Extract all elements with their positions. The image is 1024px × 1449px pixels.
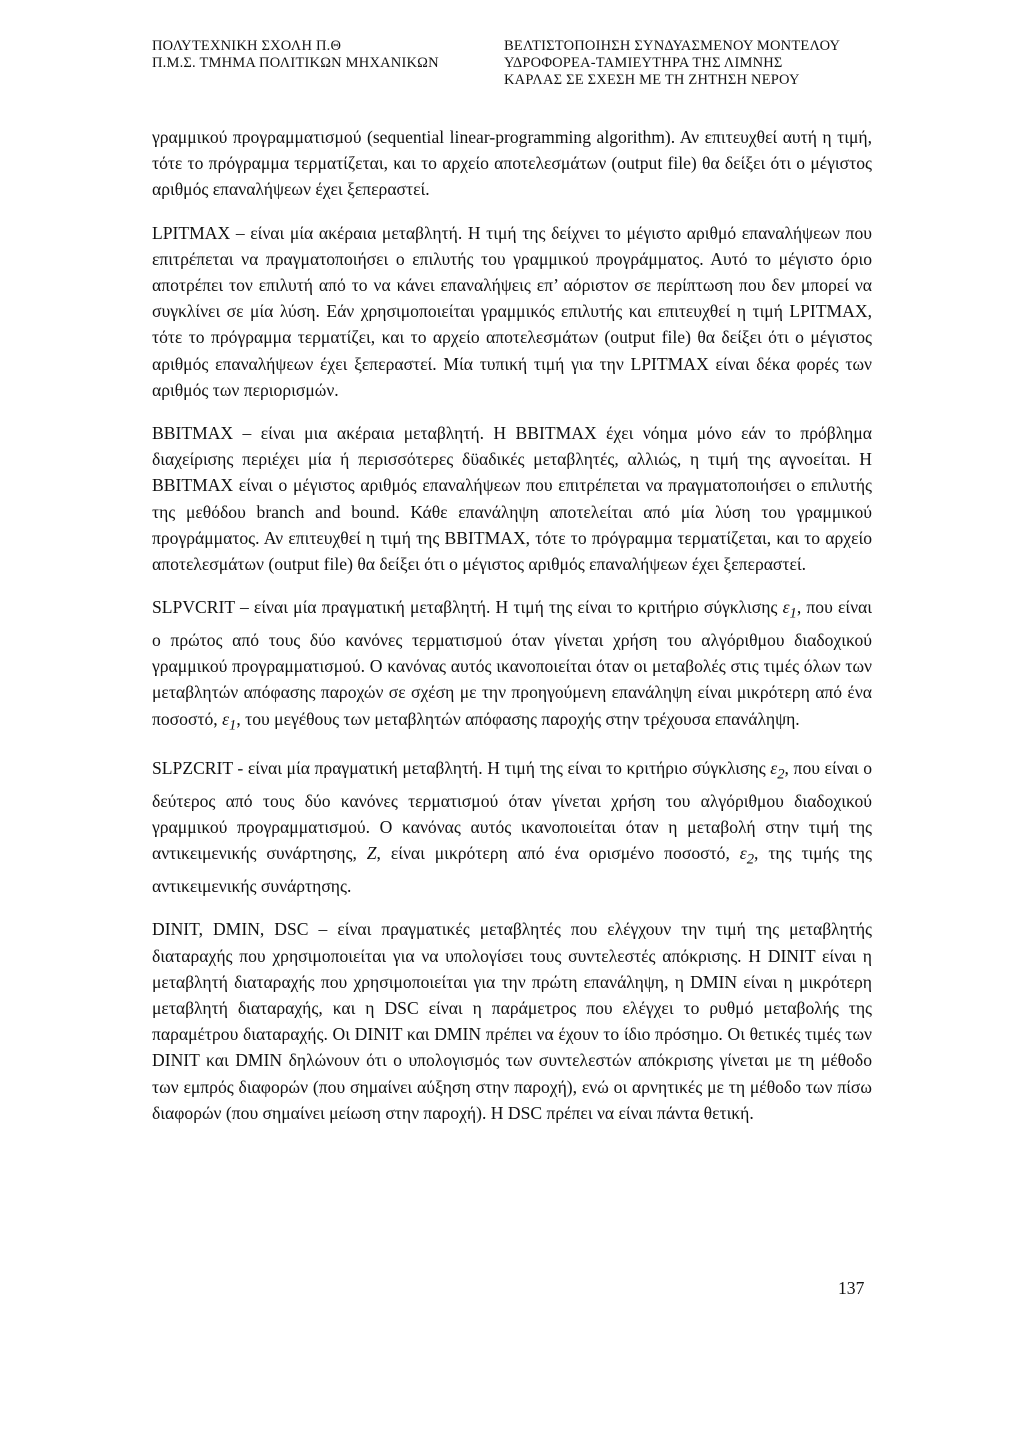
epsilon-subscript: 2 <box>777 766 785 783</box>
header-title-line1: ΒΕΛΤΙΣΤΟΠΟΙΗΣΗ ΣΥΝΔΥΑΣΜΕΝΟΥ ΜΟΝΤΕΛΟΥ <box>504 38 841 54</box>
paragraph-slpvcrit <box>152 594 872 738</box>
epsilon-symbol: ε <box>739 843 747 864</box>
epsilon-subscript: 1 <box>229 717 237 734</box>
epsilon-symbol: ε <box>782 597 790 618</box>
header-school: ΠΟΛΥΤΕΧΝΙΚΗ ΣΧΟΛΗ Π.Θ <box>152 38 342 54</box>
paragraph-bbitmax: BBITMAX – είναι μια ακέραια μεταβλητή. Η BBITMAX έχει νόημα μόνο εάν το πρόβλημα διαχείρισης περιέχει μία ή περισσότερες δϋαδικές μεταβλητές, αλλιώς, η τιμή της αγνοείται. Η BBITMAX είναι ο μέγιστος αριθμός επαναλήψεων που επιτρέπεται να πραγματοποιήσει ο επιλυτής της μεθόδου branch and bound. Κάθε επανάληψη αποτελείται από μία λύση του γραμμικού προγράμματος. Αν επιτευχθεί η τιμή της BBITMAX, τότε το πρόγραμμα τερματίζεται, και το αρχείο αποτελεσμάτων (output file) θα δείξει ότι ο μέγιστος αριθμός επαναλήψεων έχει ξεπεραστεί. <box>152 423 872 575</box>
header-right <box>504 38 840 89</box>
epsilon-subscript: 2 <box>746 851 755 868</box>
text-run: SLPVCRIT – είναι μία πραγματική μεταβλητή. Η τιμή της είναι το κριτήριο σύγκλισης <box>152 597 783 618</box>
text-run: , που είναι ο πρώτος από τους δύο κανόνες τερματισμού όταν γίνεται χρήση του αλγόριθμου διαδοχικού γραμμικού προγραμματισμού. Ο κανόνας αυτός ικανοποιείται όταν οι μεταβολές στις τιμές όλων των μεταβλητών απόφασης παροχών σε σχέση με την προηγούμενη επανάληψη είναι μικρότερη από ένα ποσοστό, <box>152 597 873 729</box>
paragraph-slpzcrit <box>152 755 872 899</box>
text-run: , που είναι ο δεύτερος από τους δύο κανόνες τερματισμού όταν γίνεται χρήση του αλγόριθμου διαδοχικού γραμμικού προγραμματισμού. Ο κανόνας αυτός ικανοποιείται όταν η μεταβολή στην τιμή της αντικειμενικής συνάρτησης, <box>152 758 872 864</box>
page-number: 137 <box>838 1278 865 1298</box>
text-run: , της τιμής της αντικειμενικής συνάρτησης. <box>152 843 872 897</box>
header-left <box>152 38 439 72</box>
document-body <box>152 124 872 1143</box>
paragraph-lpitmax: LPITMAX – είναι μία ακέραια μεταβλητή. Η τιμή της δείχνει το μέγιστο αριθμό επαναλήψεων που επιτρέπεται να πραγματοποιήσει ο επιλυτής του γραμμικού προγράμματος. Αυτό το μέγιστο όριο αποτρέπει τον επιλυτή από το να κάνει επαναλήψεις επ’ αόριστον σε περίπτωση που δεν μπορεί να συγκλίνει σε μία λύση. Εάν χρησιμοποιείται γραμμικός επιλυτής και επιτευχθεί η τιμή LPITMAX, τότε το πρόγραμμα τερματίζει, και το αρχείο αποτελεσμάτων (output file) θα δείξει ότι ο μέγιστος αριθμός επαναλήψεων έχει ξεπεραστεί. Μία τυπική τιμή για την LPITMAX είναι δέκα φορές των αριθμός των περιορισμών. <box>152 222 872 400</box>
epsilon-symbol: ε <box>770 758 778 779</box>
text-run: , είναι μικρότερη από ένα ορισμένο ποσοστό, <box>376 843 740 864</box>
header-department: Π.Μ.Σ. ΤΜΗΜΑ ΠΟΛΙΤΙΚΩΝ ΜΗΧΑΝΙΚΩΝ <box>152 55 439 71</box>
paragraph-dinit-dmin-dsc: DINIT, DMIN, DSC – είναι πραγματικές μεταβλητές που ελέγχουν την τιμή της μεταβλητής διαταραχής που χρησιμοποιείται για να υπολογίσει τους συντελεστές απόκρισης. Η DINIT είναι η μεταβλητή διαταραχής που χρησιμοποιείται για την πρώτη επανάληψη, η DMIN είναι η μικρότερη μεταβλητή διαταραχής, και η DSC είναι η παράμετρος που ελέγχει το ρυθμό μεταβολής της παραμέτρου διαταραχής. Οι DINIT και DMIN πρέπει να έχουν το ίδιο πρόσημο. Οι θετικές τιμές των DINIT και DMIN δηλώνουν ότι ο υπολογισμός των συντελεστών απόκρισης γίνεται με τη μέθοδο των εμπρός διαφορών (που σημαίνει αύξηση στην παροχή), ενώ οι αρνητικές με τη μέθοδο των πίσω διαφορών (που σημαίνει μείωση στην παροχή). Η DSC πρέπει να είναι πάντα θετική. <box>152 919 872 1123</box>
epsilon-subscript: 1 <box>789 605 797 622</box>
header-title-line3: ΚΑΡΛΑΣ ΣΕ ΣΧΕΣΗ ΜΕ ΤΗ ΖΗΤΗΣΗ ΝΕΡΟΥ <box>504 72 800 88</box>
header-title-line2: ΥΔΡΟΦΟΡΕΑ-ΤΑΜΙΕΥΤΗΡΑ ΤΗΣ ΛΙΜΝΗΣ <box>504 55 783 71</box>
objective-symbol: Ζ <box>366 843 377 864</box>
epsilon-symbol: ε <box>222 708 230 729</box>
text-run: , του μεγέθους των μεταβλητών απόφασης παροχής στην τρέχουσα επανάληψη. <box>236 708 800 729</box>
text-run: SLPZCRIT - είναι μία πραγματική μεταβλητή. Η τιμή της είναι το κριτήριο σύγκλισης <box>152 758 771 779</box>
paragraph-continuation: γραμμικού προγραμματισμού (sequential linear-programming algorithm). Αν επιτευχθεί αυτή η τιμή, τότε το πρόγραμμα τερματίζεται, και το αρχείο αποτελεσμάτων (output file) θα δείξει ότι ο μέγιστος αριθμός επαναλήψεων έχει ξεπεραστεί. <box>152 127 872 200</box>
